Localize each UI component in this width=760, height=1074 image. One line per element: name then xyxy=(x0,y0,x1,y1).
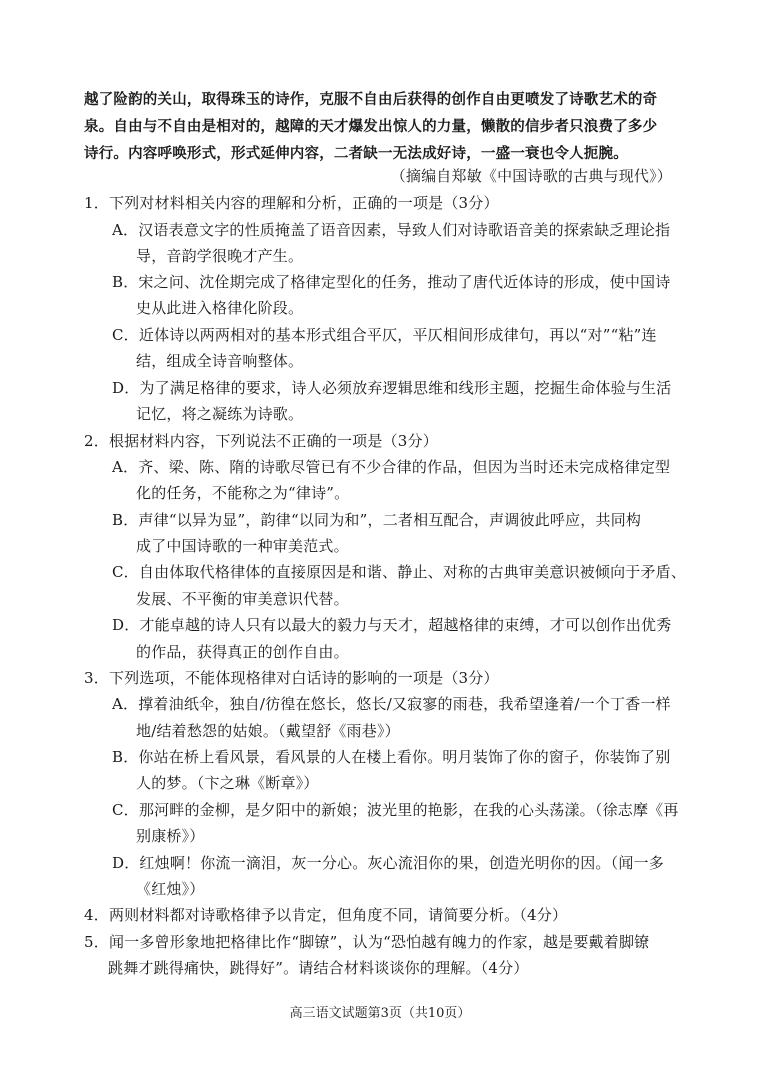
question-3-option-d: D．红烛啊！你流一滴泪，灰一分心。灰心流泪你的果，创造光明你的因。（闻一多 xyxy=(112,854,664,872)
question-3-stem: 3．下列选项，不能体现格律对白话诗的影响的一项是（3分） xyxy=(84,669,499,687)
question-3-option-b-cont: 人的梦。（卞之琳《断章》） xyxy=(136,774,319,792)
question-1-option-b-cont: 史从此进入格律化阶段。 xyxy=(136,299,304,317)
question-2-option-b: B．声律“以异为显”，韵律“以同为和”，二者相互配合，声调彼此呼应，共同构 xyxy=(112,511,642,529)
question-1-option-c-cont: 结，组成全诗音响整体。 xyxy=(136,352,304,370)
passage-line: 泉。自由与不自由是相对的，越障的天才爆发出惊人的力量，懒散的信步者只浪费了多少 xyxy=(84,119,658,135)
question-1-option-d-cont: 记忆，将之凝练为诗歌。 xyxy=(136,405,304,423)
question-2-option-a-cont: 化的任务，不能称之为“律诗”。 xyxy=(136,484,350,502)
question-5-stem: 5．闻一多曾形象地把格律比作“脚镣”，认为“恐怕越有魄力的作家，越是要戴着脚镣 xyxy=(84,933,650,951)
question-3-option-a: A．撑着油纸伞，独自/彷徨在悠长，悠长/又寂寥的雨巷，我希望逢着/一个丁香一样 xyxy=(112,695,671,713)
question-1-option-d: D．为了满足格律的要求，诗人必须放弃逻辑思维和线形主题，挖掘生命体验与生活 xyxy=(112,379,672,397)
question-3-option-c-cont: 别康桥》） xyxy=(136,827,205,845)
question-1-option-b: B．宋之问、沈佺期完成了格律定型化的任务，推动了唐代近体诗的形成，使中国诗 xyxy=(112,273,671,291)
question-2-stem: 2．根据材料内容，下列说法不正确的一项是（3分） xyxy=(84,432,438,450)
question-3-option-d-cont: 《红烛》） xyxy=(136,880,205,898)
question-1-option-a-cont: 导，音韵学很晚才产生。 xyxy=(136,247,304,265)
question-2-option-d-cont: 的作品，获得真正的创作自由。 xyxy=(136,643,349,661)
passage-line: 诗行。内容呼唤形式，形式延伸内容，二者缺一无法成好诗，一盛一衰也令人扼腕。 xyxy=(84,146,628,162)
question-1-option-c: C．近体诗以两两相对的基本形式组合平仄，平仄相间形成律句，再以“对”“粘”连 xyxy=(112,326,657,344)
question-5-stem-cont: 跳舞才跳得痛快，跳得好”。请结合材料谈谈你的理解。（4分） xyxy=(108,959,529,977)
passage-source: （摘编自郑敏《中国诗歌的古典与现代》） xyxy=(390,167,672,185)
question-1-option-a: A．汉语表意文字的性质掩盖了语音因素，导致人们对诗歌语音美的探索缺乏理论指 xyxy=(112,221,671,239)
page-footer: 高三语文试题第3页（共10页） xyxy=(289,1006,471,1021)
question-1-stem: 1．下列对材料相关内容的理解和分析，正确的一项是（3分） xyxy=(84,194,499,212)
question-3-option-a-cont: 地/结着愁怨的姑娘。（戴望舒《雨巷》） xyxy=(136,722,400,740)
question-2-option-c-cont: 发展、不平衡的审美意识代替。 xyxy=(136,590,349,608)
question-2-option-d: D．才能卓越的诗人只有以最大的毅力与天才，超越格律的束缚，才可以创作出优秀 xyxy=(112,616,672,634)
question-4-stem: 4．两则材料都对诗歌格律予以肯定，但角度不同，请简要分析。（4分） xyxy=(84,906,568,924)
question-2-option-a: A．齐、梁、陈、隋的诗歌尽管已有不少合律的作品，但因为当时还未完成格律定型 xyxy=(112,458,671,476)
question-2-option-c: C．自由体取代格律体的直接原因是和谐、静止、对称的古典审美意识被倾向于矛盾、 xyxy=(112,563,687,581)
passage-line: 越了险韵的关山，取得珠玉的诗作，克服不自由后获得的创作自由更喷发了诗歌艺术的奇 xyxy=(84,92,658,108)
question-3-option-b: B．你站在桥上看风景，看风景的人在楼上看你。明月装饰了你的窗子，你装饰了别 xyxy=(112,748,671,766)
question-2-option-b-cont: 成了中国诗歌的一种审美范式。 xyxy=(136,537,349,555)
question-3-option-c: C．那河畔的金柳，是夕阳中的新娘；波光里的艳影，在我的心头荡漾。（徐志摩《再 xyxy=(112,801,679,819)
